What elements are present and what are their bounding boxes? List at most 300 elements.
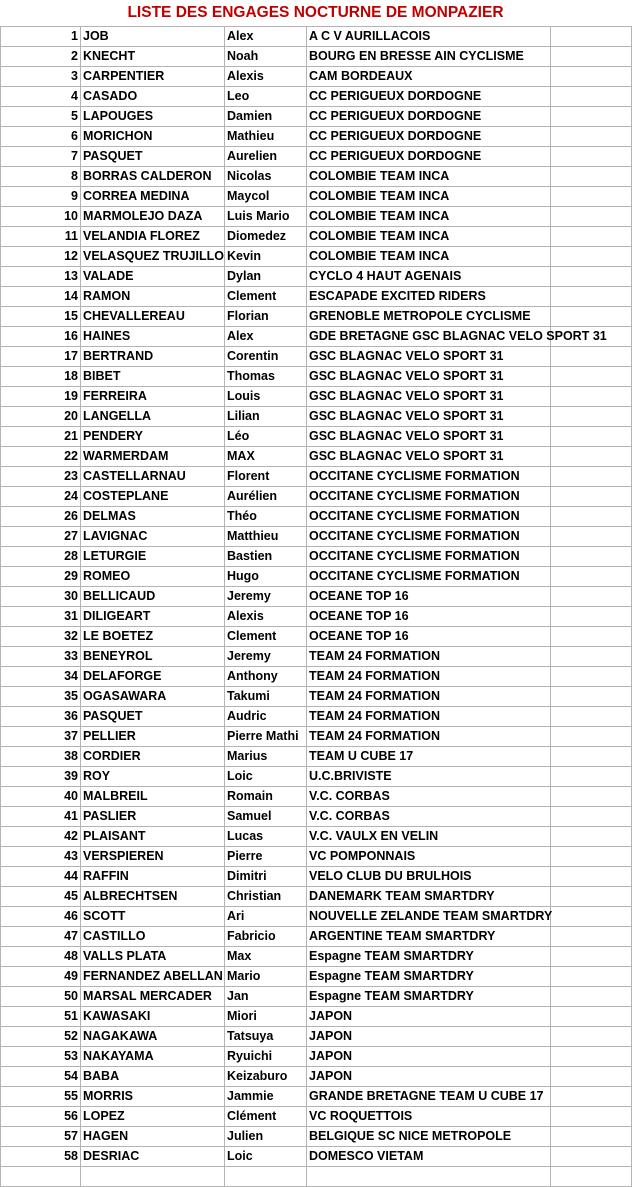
rider-surname-cell: COSTEPLANE [81, 487, 225, 507]
rider-number-cell: 38 [1, 747, 81, 767]
rider-number-cell: 50 [1, 987, 81, 1007]
rider-surname-cell: PASQUET [81, 707, 225, 727]
empty-cell [551, 107, 632, 127]
rider-team-cell: CAM BORDEAUX [307, 67, 551, 87]
empty-cell [551, 927, 632, 947]
rider-number-cell: 12 [1, 247, 81, 267]
empty-cell [551, 987, 632, 1007]
rider-firstname-cell: Corentin [225, 347, 307, 367]
rider-number-cell: 21 [1, 427, 81, 447]
rider-number-cell: 46 [1, 907, 81, 927]
rider-number-cell: 15 [1, 307, 81, 327]
rider-team-cell: GSC BLAGNAC VELO SPORT 31 [307, 367, 551, 387]
rider-surname-cell: HAGEN [81, 1127, 225, 1147]
rider-team-cell: JAPON [307, 1047, 551, 1067]
rider-team-cell: CYCLO 4 HAUT AGENAIS [307, 267, 551, 287]
rider-number-cell: 30 [1, 587, 81, 607]
rider-firstname-cell: Christian [225, 887, 307, 907]
rider-number-cell: 41 [1, 807, 81, 827]
rider-number-cell: 14 [1, 287, 81, 307]
rider-firstname-cell: Pierre Mathi [225, 727, 307, 747]
rider-firstname-cell: Louis [225, 387, 307, 407]
rider-number-cell: 55 [1, 1087, 81, 1107]
table-row [1, 747, 632, 767]
rider-number-cell: 28 [1, 547, 81, 567]
rider-surname-cell: JOB [81, 27, 225, 47]
table-row [1, 667, 632, 687]
rider-surname-cell: LOPEZ [81, 1107, 225, 1127]
empty-cell [551, 1067, 632, 1087]
rider-team-cell: COLOMBIE TEAM INCA [307, 167, 551, 187]
rider-firstname-cell: Jeremy [225, 587, 307, 607]
rider-number-cell: 20 [1, 407, 81, 427]
table-row [1, 207, 632, 227]
table-row [1, 407, 632, 427]
rider-surname-cell: CASTELLARNAU [81, 467, 225, 487]
rider-surname-cell: PELLIER [81, 727, 225, 747]
rider-team-cell: BELGIQUE SC NICE METROPOLE [307, 1127, 551, 1147]
rider-firstname-cell: Mathieu [225, 127, 307, 147]
rider-number-cell: 16 [1, 327, 81, 347]
rider-team-cell: U.C.BRIVISTE [307, 767, 551, 787]
table-row [1, 767, 632, 787]
rider-surname-cell: FERREIRA [81, 387, 225, 407]
empty-cell [551, 347, 632, 367]
rider-team-cell: CC PERIGUEUX DORDOGNE [307, 87, 551, 107]
rider-number-cell: 4 [1, 87, 81, 107]
table-row [1, 787, 632, 807]
rider-team-cell: COLOMBIE TEAM INCA [307, 247, 551, 267]
rider-team-cell: JAPON [307, 1067, 551, 1087]
rider-number-cell: 35 [1, 687, 81, 707]
empty-cell [551, 287, 632, 307]
rider-number-cell: 26 [1, 507, 81, 527]
rider-surname-cell: LETURGIE [81, 547, 225, 567]
rider-number-cell: 57 [1, 1127, 81, 1147]
empty-cell [551, 907, 632, 927]
rider-team-cell: JAPON [307, 1007, 551, 1027]
rider-firstname-cell: Aurélien [225, 487, 307, 507]
rider-number-cell: 5 [1, 107, 81, 127]
rider-number-cell: 13 [1, 267, 81, 287]
rider-surname-cell: CARPENTIER [81, 67, 225, 87]
rider-surname-cell: NAGAKAWA [81, 1027, 225, 1047]
rider-firstname-cell: Fabricio [225, 927, 307, 947]
rider-number-cell: 1 [1, 27, 81, 47]
table-row [1, 507, 632, 527]
rider-team-cell: GRENOBLE METROPOLE CYCLISME [307, 307, 551, 327]
rider-surname-cell: BABA [81, 1067, 225, 1087]
rider-number-cell: 42 [1, 827, 81, 847]
rider-firstname-cell: Audric [225, 707, 307, 727]
rider-firstname-cell: Loic [225, 1147, 307, 1167]
rider-surname-cell: MARMOLEJO DAZA [81, 207, 225, 227]
rider-firstname-cell: Keizaburo [225, 1067, 307, 1087]
table-row [1, 327, 632, 347]
rider-number-cell: 34 [1, 667, 81, 687]
rider-number-cell: 54 [1, 1067, 81, 1087]
table-row [1, 1147, 632, 1167]
table-row [1, 127, 632, 147]
rider-number-cell: 6 [1, 127, 81, 147]
rider-number-cell: 37 [1, 727, 81, 747]
table-row [1, 1087, 632, 1107]
rider-firstname-cell: MAX [225, 447, 307, 467]
rider-surname-cell: LE BOETEZ [81, 627, 225, 647]
rider-firstname-cell: Théo [225, 507, 307, 527]
empty-cell [551, 667, 632, 687]
table-row [1, 947, 632, 967]
rider-team-cell: TEAM 24 FORMATION [307, 727, 551, 747]
rider-team-cell: TEAM U CUBE 17 [307, 747, 551, 767]
rider-team-cell: OCCITANE CYCLISME FORMATION [307, 507, 551, 527]
rider-firstname-cell: Kevin [225, 247, 307, 267]
rider-surname-cell: VELASQUEZ TRUJILLO [81, 247, 225, 267]
table-row [1, 487, 632, 507]
table-row [1, 307, 632, 327]
table-row [1, 807, 632, 827]
empty-cell [551, 887, 632, 907]
rider-number-cell: 24 [1, 487, 81, 507]
table-row [1, 1007, 632, 1027]
empty-cell [551, 527, 632, 547]
rider-firstname-cell: Florian [225, 307, 307, 327]
rider-firstname-cell: Luis Mario [225, 207, 307, 227]
empty-cell [551, 647, 632, 667]
rider-firstname-cell: Ryuichi [225, 1047, 307, 1067]
rider-firstname-cell: Bastien [225, 547, 307, 567]
rider-surname-cell: MALBREIL [81, 787, 225, 807]
empty-cell [551, 767, 632, 787]
rider-team-cell: COLOMBIE TEAM INCA [307, 187, 551, 207]
rider-firstname-cell: Alex [225, 327, 307, 347]
rider-firstname-cell: Alexis [225, 67, 307, 87]
rider-surname-cell: MORRIS [81, 1087, 225, 1107]
rider-team-cell: GSC BLAGNAC VELO SPORT 31 [307, 387, 551, 407]
rider-surname-cell: NAKAYAMA [81, 1047, 225, 1067]
rider-number-cell: 9 [1, 187, 81, 207]
rider-number-cell: 17 [1, 347, 81, 367]
rider-team-cell: ARGENTINE TEAM SMARTDRY [307, 927, 551, 947]
rider-team-cell: COLOMBIE TEAM INCA [307, 227, 551, 247]
empty-cell [551, 427, 632, 447]
table-row [1, 467, 632, 487]
rider-surname-cell: OGASAWARA [81, 687, 225, 707]
empty-cell [551, 1147, 632, 1167]
empty-cell [551, 1107, 632, 1127]
table-row [1, 627, 632, 647]
rider-number-cell: 27 [1, 527, 81, 547]
table-row [1, 1107, 632, 1127]
rider-firstname-cell: Takumi [225, 687, 307, 707]
table-row [1, 187, 632, 207]
rider-firstname-cell: Dimitri [225, 867, 307, 887]
rider-surname-cell: MORICHON [81, 127, 225, 147]
rider-firstname-cell: Samuel [225, 807, 307, 827]
rider-firstname-cell: Hugo [225, 567, 307, 587]
empty-cell [551, 87, 632, 107]
rider-firstname-cell: Miori [225, 1007, 307, 1027]
rider-team-cell: GSC BLAGNAC VELO SPORT 31 [307, 427, 551, 447]
rider-surname-cell: VELANDIA FLOREZ [81, 227, 225, 247]
empty-row [1, 1167, 632, 1187]
rider-surname-cell: PASLIER [81, 807, 225, 827]
empty-cell [551, 587, 632, 607]
table-row [1, 647, 632, 667]
rider-team-cell: GDE BRETAGNE GSC BLAGNAC VELO SPORT 31 [307, 327, 551, 347]
empty-cell [81, 1167, 225, 1187]
rider-surname-cell: ROY [81, 767, 225, 787]
rider-surname-cell: PLAISANT [81, 827, 225, 847]
rider-number-cell: 49 [1, 967, 81, 987]
table-row [1, 827, 632, 847]
empty-cell [551, 1087, 632, 1107]
rider-number-cell: 43 [1, 847, 81, 867]
rider-number-cell: 8 [1, 167, 81, 187]
rider-team-cell: GSC BLAGNAC VELO SPORT 31 [307, 407, 551, 427]
rider-surname-cell: CHEVALLEREAU [81, 307, 225, 327]
table-row [1, 167, 632, 187]
rider-firstname-cell: Clement [225, 627, 307, 647]
rider-surname-cell: BELLICAUD [81, 587, 225, 607]
rider-surname-cell: WARMERDAM [81, 447, 225, 467]
rider-firstname-cell: Alexis [225, 607, 307, 627]
rider-surname-cell: VERSPIEREN [81, 847, 225, 867]
rider-surname-cell: CORREA MEDINA [81, 187, 225, 207]
table-row [1, 907, 632, 927]
rider-team-cell: A C V AURILLACOIS [307, 27, 551, 47]
entrants-table-body [1, 27, 632, 1187]
rider-team-cell: GSC BLAGNAC VELO SPORT 31 [307, 447, 551, 467]
empty-cell [551, 367, 632, 387]
rider-team-cell: TEAM 24 FORMATION [307, 667, 551, 687]
rider-surname-cell: CASTILLO [81, 927, 225, 947]
rider-firstname-cell: Ari [225, 907, 307, 927]
empty-cell [551, 407, 632, 427]
rider-number-cell: 44 [1, 867, 81, 887]
rider-team-cell: VELO CLUB DU BRULHOIS [307, 867, 551, 887]
empty-cell [551, 487, 632, 507]
rider-team-cell: OCCITANE CYCLISME FORMATION [307, 527, 551, 547]
rider-surname-cell: ALBRECHTSEN [81, 887, 225, 907]
rider-team-cell: OCEANE TOP 16 [307, 607, 551, 627]
rider-surname-cell: DILIGEART [81, 607, 225, 627]
table-row [1, 427, 632, 447]
rider-firstname-cell: Lilian [225, 407, 307, 427]
rider-number-cell: 39 [1, 767, 81, 787]
empty-cell [551, 687, 632, 707]
empty-cell [1, 1167, 81, 1187]
rider-number-cell: 10 [1, 207, 81, 227]
rider-firstname-cell: Leo [225, 87, 307, 107]
rider-firstname-cell: Aurelien [225, 147, 307, 167]
rider-firstname-cell: Léo [225, 427, 307, 447]
table-row [1, 47, 632, 67]
empty-cell [551, 67, 632, 87]
rider-number-cell: 56 [1, 1107, 81, 1127]
empty-cell [551, 827, 632, 847]
rider-team-cell: ESCAPADE EXCITED RIDERS [307, 287, 551, 307]
rider-surname-cell: KAWASAKI [81, 1007, 225, 1027]
table-row [1, 1047, 632, 1067]
rider-team-cell: COLOMBIE TEAM INCA [307, 207, 551, 227]
table-row [1, 587, 632, 607]
table-row [1, 1027, 632, 1047]
rider-firstname-cell: Clement [225, 287, 307, 307]
empty-cell [551, 467, 632, 487]
rider-firstname-cell: Maycol [225, 187, 307, 207]
rider-firstname-cell: Anthony [225, 667, 307, 687]
table-row [1, 1067, 632, 1087]
rider-number-cell: 58 [1, 1147, 81, 1167]
table-row [1, 247, 632, 267]
table-row [1, 607, 632, 627]
rider-team-cell: CC PERIGUEUX DORDOGNE [307, 147, 551, 167]
rider-firstname-cell: Loic [225, 767, 307, 787]
rider-surname-cell: FERNANDEZ ABELLAN [81, 967, 225, 987]
empty-cell [551, 1127, 632, 1147]
table-row [1, 387, 632, 407]
page-title: LISTE DES ENGAGES NOCTURNE DE MONPAZIER [127, 4, 504, 21]
empty-cell [551, 607, 632, 627]
rider-number-cell: 18 [1, 367, 81, 387]
empty-cell [551, 27, 632, 47]
rider-number-cell: 48 [1, 947, 81, 967]
rider-team-cell: DANEMARK TEAM SMARTDRY [307, 887, 551, 907]
table-row [1, 727, 632, 747]
empty-cell [551, 387, 632, 407]
rider-number-cell: 23 [1, 467, 81, 487]
rider-surname-cell: DESRIAC [81, 1147, 225, 1167]
table-row [1, 87, 632, 107]
rider-surname-cell: LANGELLA [81, 407, 225, 427]
rider-surname-cell: LAVIGNAC [81, 527, 225, 547]
rider-surname-cell: VALLS PLATA [81, 947, 225, 967]
rider-team-cell: Espagne TEAM SMARTDRY [307, 987, 551, 1007]
rider-number-cell: 33 [1, 647, 81, 667]
rider-firstname-cell: Pierre [225, 847, 307, 867]
rider-firstname-cell: Thomas [225, 367, 307, 387]
empty-cell [551, 127, 632, 147]
table-row [1, 547, 632, 567]
rider-surname-cell: CASADO [81, 87, 225, 107]
rider-surname-cell: BERTRAND [81, 347, 225, 367]
rider-surname-cell: MARSAL MERCADER [81, 987, 225, 1007]
rider-surname-cell: BENEYROL [81, 647, 225, 667]
table-row [1, 347, 632, 367]
rider-number-cell: 29 [1, 567, 81, 587]
rider-team-cell: TEAM 24 FORMATION [307, 647, 551, 667]
table-row [1, 227, 632, 247]
rider-team-cell: OCCITANE CYCLISME FORMATION [307, 547, 551, 567]
rider-firstname-cell: Alex [225, 27, 307, 47]
empty-cell [551, 747, 632, 767]
rider-number-cell: 47 [1, 927, 81, 947]
rider-firstname-cell: Matthieu [225, 527, 307, 547]
rider-team-cell: OCCITANE CYCLISME FORMATION [307, 467, 551, 487]
rider-firstname-cell: Jan [225, 987, 307, 1007]
table-row [1, 967, 632, 987]
empty-cell [551, 627, 632, 647]
table-row [1, 1127, 632, 1147]
table-row [1, 367, 632, 387]
rider-number-cell: 32 [1, 627, 81, 647]
rider-number-cell: 52 [1, 1027, 81, 1047]
rider-surname-cell: RAMON [81, 287, 225, 307]
rider-team-cell: Espagne TEAM SMARTDRY [307, 967, 551, 987]
rider-number-cell: 11 [1, 227, 81, 247]
empty-cell [551, 547, 632, 567]
table-row [1, 147, 632, 167]
empty-cell [551, 1047, 632, 1067]
empty-cell [551, 787, 632, 807]
rider-team-cell: OCEANE TOP 16 [307, 627, 551, 647]
rider-team-cell: TEAM 24 FORMATION [307, 707, 551, 727]
rider-firstname-cell: Nicolas [225, 167, 307, 187]
table-row [1, 527, 632, 547]
table-row [1, 567, 632, 587]
rider-firstname-cell: Jeremy [225, 647, 307, 667]
rider-team-cell: CC PERIGUEUX DORDOGNE [307, 127, 551, 147]
rider-number-cell: 22 [1, 447, 81, 467]
rider-team-cell: OCCITANE CYCLISME FORMATION [307, 487, 551, 507]
rider-team-cell: JAPON [307, 1027, 551, 1047]
rider-surname-cell: VALADE [81, 267, 225, 287]
rider-team-cell: BOURG EN BRESSE AIN CYCLISME [307, 47, 551, 67]
table-row [1, 927, 632, 947]
rider-surname-cell: SCOTT [81, 907, 225, 927]
rider-number-cell: 7 [1, 147, 81, 167]
rider-team-cell: Espagne TEAM SMARTDRY [307, 947, 551, 967]
rider-surname-cell: CORDIER [81, 747, 225, 767]
rider-team-cell: DOMESCO VIETAM [307, 1147, 551, 1167]
table-row [1, 687, 632, 707]
table-row [1, 707, 632, 727]
rider-surname-cell: RAFFIN [81, 867, 225, 887]
rider-team-cell: OCCITANE CYCLISME FORMATION [307, 567, 551, 587]
rider-surname-cell: PASQUET [81, 147, 225, 167]
rider-surname-cell: DELMAS [81, 507, 225, 527]
empty-cell [551, 867, 632, 887]
empty-cell [551, 307, 632, 327]
rider-surname-cell: DELAFORGE [81, 667, 225, 687]
empty-cell [551, 247, 632, 267]
table-row [1, 267, 632, 287]
rider-firstname-cell: Clément [225, 1107, 307, 1127]
rider-number-cell: 45 [1, 887, 81, 907]
rider-team-cell: GRANDE BRETAGNE TEAM U CUBE 17 [307, 1087, 551, 1107]
empty-cell [551, 847, 632, 867]
rider-number-cell: 40 [1, 787, 81, 807]
rider-firstname-cell: Florent [225, 467, 307, 487]
table-row [1, 107, 632, 127]
rider-firstname-cell: Lucas [225, 827, 307, 847]
rider-firstname-cell: Jammie [225, 1087, 307, 1107]
empty-cell [551, 727, 632, 747]
empty-cell [551, 567, 632, 587]
rider-number-cell: 51 [1, 1007, 81, 1027]
empty-cell [551, 447, 632, 467]
table-row [1, 27, 632, 47]
rider-team-cell: OCEANE TOP 16 [307, 587, 551, 607]
table-row [1, 847, 632, 867]
rider-number-cell: 36 [1, 707, 81, 727]
entrants-table [0, 26, 632, 1187]
empty-cell [551, 187, 632, 207]
rider-team-cell: VC POMPONNAIS [307, 847, 551, 867]
rider-surname-cell: ROMEO [81, 567, 225, 587]
rider-team-cell: V.C. CORBAS [307, 787, 551, 807]
